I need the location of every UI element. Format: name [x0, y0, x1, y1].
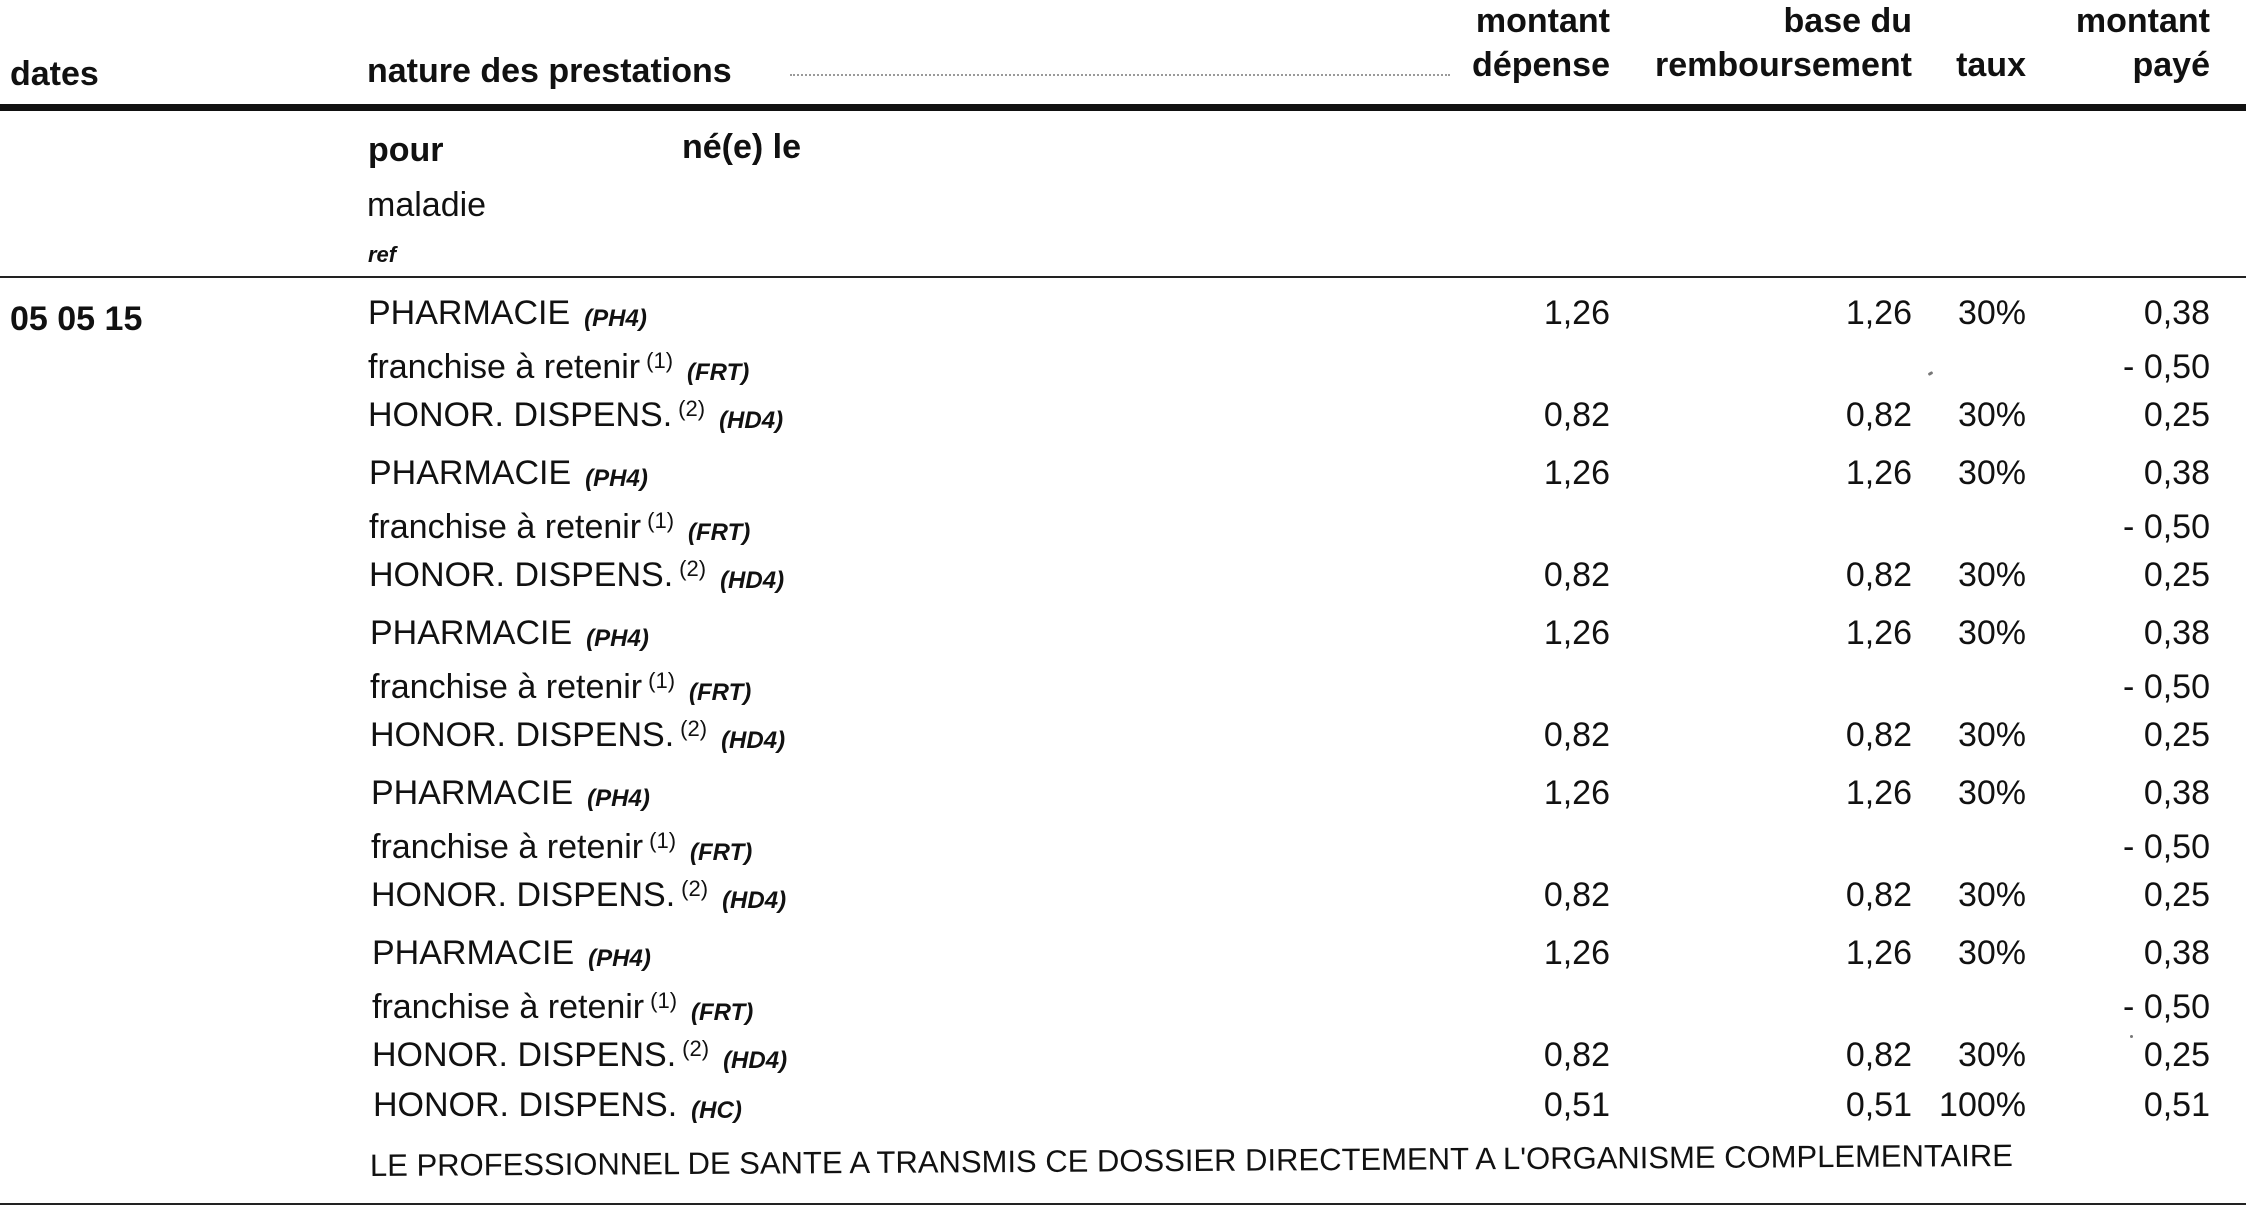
prestation-label-cell	[368, 294, 647, 333]
info-pour: pour	[368, 131, 444, 169]
montant-paye-cell: 0,38	[2143, 294, 2210, 332]
montant-depense-cell: 1,26	[1543, 774, 1610, 812]
montant-paye-cell: 0,38	[2143, 614, 2210, 652]
prestation-label: HONOR. DISPENS.	[371, 876, 676, 914]
header-base-line1: base du	[1783, 2, 1912, 40]
montant-depense-cell: 1,26	[1543, 614, 1610, 652]
taux-cell: 30%	[1957, 556, 2026, 594]
prestation-label-cell	[371, 876, 786, 915]
prestation-label: PHARMACIE	[368, 294, 571, 332]
footnote-marker: (2)	[680, 716, 708, 741]
montant-paye-cell: 0,38	[2143, 774, 2210, 812]
prestation-code: (HD4)	[721, 727, 786, 754]
prestation-label: HONOR. DISPENS.	[370, 716, 675, 754]
taux-cell: 30%	[1957, 294, 2026, 332]
table-row	[0, 774, 2246, 826]
footnote-marker: (1)	[647, 508, 675, 533]
montant-paye-cell: - 0,50	[2123, 668, 2210, 706]
header-rule	[0, 104, 2246, 111]
footer-rule	[0, 1203, 2246, 1205]
base-remboursement-cell: 1,26	[1845, 614, 1912, 652]
prestation-label: franchise à retenir	[369, 508, 642, 546]
scan-speck	[2130, 1035, 2133, 1038]
montant-paye-cell: - 0,50	[2123, 988, 2210, 1026]
info-ref: ref	[368, 242, 397, 267]
prestation-code: (HD4)	[719, 407, 784, 434]
montant-paye-cell: 0,38	[2143, 454, 2210, 492]
base-remboursement-cell: 0,82	[1845, 556, 1912, 594]
montant-paye-cell: 0,25	[2143, 556, 2210, 594]
montant-paye-cell: - 0,50	[2123, 828, 2210, 866]
taux-cell: 30%	[1957, 716, 2026, 754]
header-montant-paye-line2: payé	[2132, 46, 2210, 84]
header-montant-paye-line1: montant	[2075, 2, 2210, 40]
prestation-label: PHARMACIE	[372, 934, 575, 972]
header-montant-depense-line1: montant	[1475, 2, 1610, 40]
prestation-label: franchise à retenir	[368, 348, 641, 386]
montant-depense-cell: 0,82	[1543, 716, 1610, 754]
info-maladie: maladie	[367, 186, 487, 224]
prestation-label-cell	[372, 1036, 787, 1075]
prestation-label: franchise à retenir	[371, 828, 644, 866]
table-row	[0, 876, 2246, 928]
base-remboursement-cell: 0,51	[1845, 1086, 1912, 1124]
table-row	[0, 454, 2246, 506]
base-remboursement-cell: 0,82	[1845, 716, 1912, 754]
prestation-label-cell	[372, 988, 753, 1027]
table-row	[0, 396, 2246, 448]
prestation-code: (FRT)	[690, 839, 753, 866]
table-row	[0, 508, 2246, 560]
montant-paye-cell: 0,25	[2143, 396, 2210, 434]
montant-depense-cell: 0,82	[1543, 1036, 1610, 1074]
table-row	[0, 614, 2246, 666]
prestation-label: PHARMACIE	[370, 614, 573, 652]
montant-paye-cell: 0,51	[2143, 1086, 2210, 1124]
montant-depense-cell: 0,82	[1543, 396, 1610, 434]
header-taux: taux	[1956, 46, 2026, 84]
taux-cell: 30%	[1957, 614, 2026, 652]
prestation-label: franchise à retenir	[372, 988, 645, 1026]
table-row	[0, 556, 2246, 608]
prestation-label-cell	[369, 454, 648, 493]
header-base-line2: remboursement	[1655, 46, 1912, 84]
prestation-label: HONOR. DISPENS.	[373, 1086, 678, 1124]
base-remboursement-cell: 0,82	[1845, 876, 1912, 914]
table-row	[0, 668, 2246, 720]
table-row	[0, 1036, 2246, 1088]
taux-cell: 100%	[1939, 1086, 2026, 1124]
prestation-label-cell	[373, 1086, 742, 1125]
montant-paye-cell: - 0,50	[2123, 508, 2210, 546]
table-row	[0, 988, 2246, 1040]
montant-depense-cell: 0,82	[1543, 876, 1610, 914]
footnote-marker: (2)	[679, 556, 707, 581]
prestation-code: (HC)	[691, 1097, 742, 1124]
prestation-label-cell	[370, 716, 785, 755]
montant-depense-cell: 1,26	[1543, 454, 1610, 492]
montant-depense-cell: 1,26	[1543, 294, 1610, 332]
header-nature: nature des prestations	[367, 52, 732, 90]
footnote-marker: (1)	[646, 348, 674, 373]
taux-cell: 30%	[1957, 1036, 2026, 1074]
footnote-marker: (1)	[649, 828, 677, 853]
prestation-label-cell	[370, 668, 751, 707]
prestation-label-cell	[371, 828, 752, 867]
table-row	[0, 716, 2246, 768]
montant-paye-cell: 0,38	[2143, 934, 2210, 972]
base-remboursement-cell: 1,26	[1845, 774, 1912, 812]
prestation-label-cell	[370, 614, 649, 653]
table-row	[0, 348, 2246, 400]
prestation-code: (HD4)	[722, 887, 787, 914]
footnote-marker: (2)	[681, 876, 709, 901]
prestation-code: (PH4)	[586, 625, 649, 652]
prestation-code: (PH4)	[588, 945, 651, 972]
table-row	[0, 828, 2246, 880]
prestation-label-cell	[371, 774, 650, 813]
prestation-label: franchise à retenir	[370, 668, 643, 706]
base-remboursement-cell: 1,26	[1845, 934, 1912, 972]
base-remboursement-cell: 1,26	[1845, 294, 1912, 332]
info-ne-le: né(e) le	[682, 128, 802, 166]
montant-paye-cell: 0,25	[2143, 876, 2210, 914]
prestation-code: (HD4)	[720, 567, 785, 594]
footnote-marker: (1)	[648, 668, 676, 693]
footnote-marker: (2)	[682, 1036, 710, 1061]
table-row	[0, 1086, 2246, 1138]
base-remboursement-cell: 0,82	[1845, 396, 1912, 434]
table-row	[0, 934, 2246, 986]
montant-depense-cell: 0,51	[1543, 1086, 1610, 1124]
prestation-code: (FRT)	[691, 999, 754, 1026]
montant-depense-cell: 1,26	[1543, 934, 1610, 972]
prestation-label: HONOR. DISPENS.	[372, 1036, 677, 1074]
header-montant-depense-line2: dépense	[1472, 46, 1610, 84]
base-remboursement-cell: 0,82	[1845, 1036, 1912, 1074]
prestation-code: (FRT)	[688, 519, 751, 546]
date-value: 05 05 15	[10, 300, 143, 338]
prestation-label: PHARMACIE	[369, 454, 572, 492]
footnote-marker: (2)	[678, 396, 706, 421]
prestation-label-cell	[368, 348, 749, 387]
header-dates: dates	[10, 55, 99, 93]
prestation-label-cell	[369, 556, 784, 595]
base-remboursement-cell: 1,26	[1845, 454, 1912, 492]
prestation-code: (FRT)	[689, 679, 752, 706]
taux-cell: 30%	[1957, 774, 2026, 812]
prestation-code: (HD4)	[723, 1047, 788, 1074]
montant-depense-cell: 0,82	[1543, 556, 1610, 594]
footer-note: LE PROFESSIONNEL DE SANTE A TRANSMIS CE DOSSIER DIRECTEMENT A L'ORGANISME COMPLEMENTAIRE	[369, 1137, 2014, 1183]
prestation-label: PHARMACIE	[371, 774, 574, 812]
prestation-label: HONOR. DISPENS.	[368, 396, 673, 434]
prestation-label-cell	[369, 508, 750, 547]
prestation-label-cell	[372, 934, 651, 973]
prestation-code: (FRT)	[687, 359, 750, 386]
prestation-label: HONOR. DISPENS.	[369, 556, 674, 594]
montant-paye-cell: - 0,50	[2123, 348, 2210, 386]
taux-cell: 30%	[1957, 396, 2026, 434]
prestation-code: (PH4)	[585, 465, 648, 492]
taux-cell: 30%	[1957, 454, 2026, 492]
prestation-label-cell	[368, 396, 783, 435]
taux-cell: 30%	[1957, 934, 2026, 972]
section-rule	[0, 276, 2246, 278]
prestation-code: (PH4)	[587, 785, 650, 812]
table-row	[0, 294, 2246, 346]
montant-paye-cell: 0,25	[2143, 1036, 2210, 1074]
taux-cell: 30%	[1957, 876, 2026, 914]
footnote-marker: (1)	[650, 988, 678, 1013]
prestation-code: (PH4)	[584, 305, 647, 332]
montant-paye-cell: 0,25	[2143, 716, 2210, 754]
